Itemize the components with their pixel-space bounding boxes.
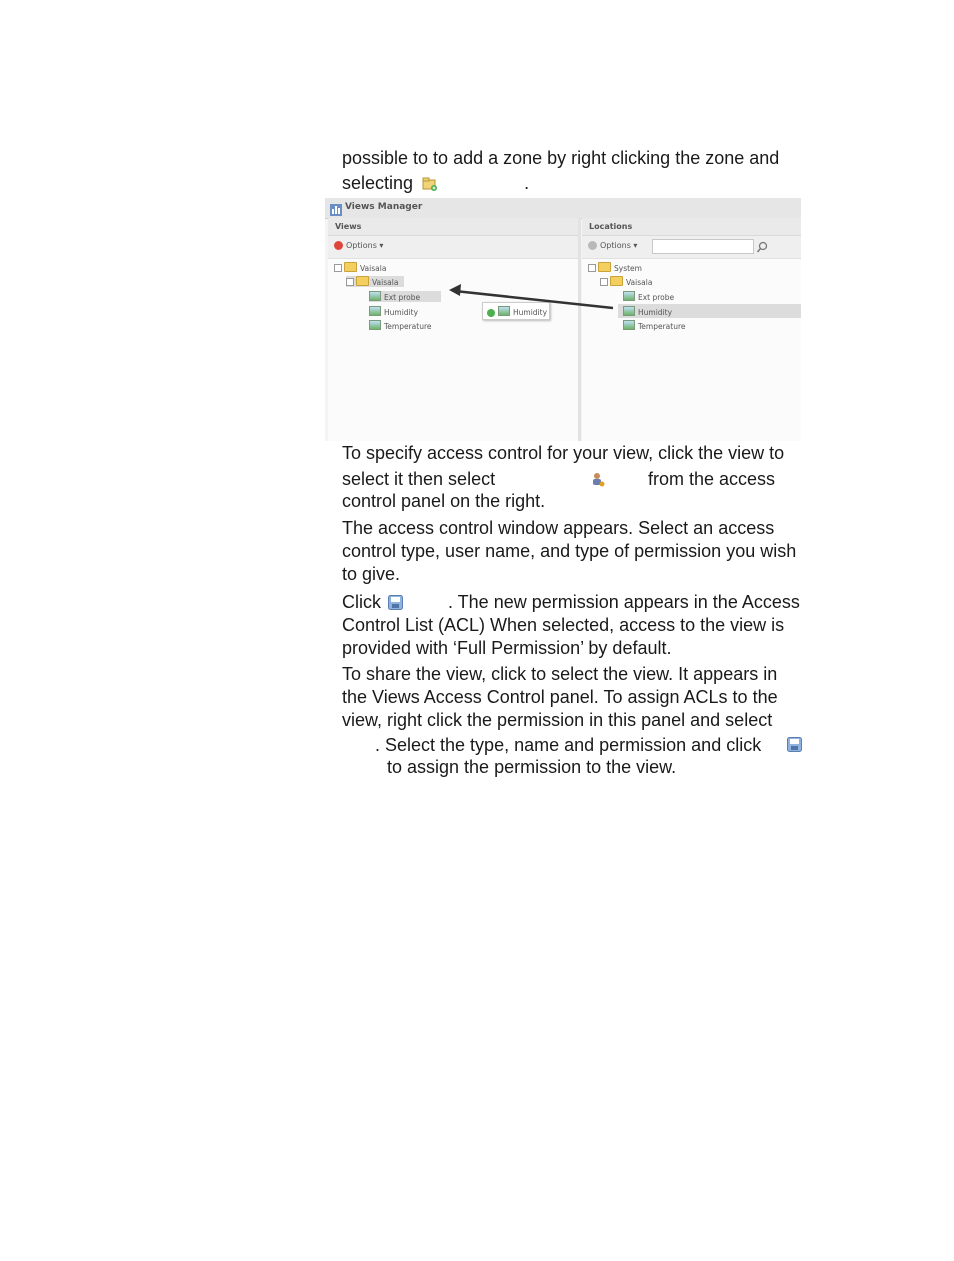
para4-click-text: Click xyxy=(342,592,381,612)
para1-selecting: selecting xyxy=(342,173,414,193)
user-permission-icon xyxy=(591,472,605,492)
views-manager-screenshot xyxy=(325,198,801,441)
locations-tree-item[interactable]: Vaisala xyxy=(600,276,652,287)
views-tree-item[interactable]: Temperature xyxy=(369,320,432,331)
para4-line1 xyxy=(342,591,381,614)
para5-line1: To share the view, click to select the view. It appears in xyxy=(342,664,778,684)
para5-line2: the Views Access Control panel. To assign ACLs to the xyxy=(342,687,778,707)
para4-line2: Control List (ACL) When selected, access to the view is xyxy=(342,615,785,635)
para2-line1: To specify access control for your view, click the view to xyxy=(342,443,785,463)
views-options-label: Options ▾ xyxy=(346,241,384,250)
para2-line3: control panel on the right. xyxy=(342,491,546,511)
locations-tree-item[interactable]: Temperature xyxy=(623,320,686,331)
para4-line3: provided with ‘Full Permission’ by default. xyxy=(342,638,672,658)
locations-header-label: Locations xyxy=(589,222,633,231)
drag-proxy: Humidity xyxy=(482,302,550,320)
views-tree-item[interactable]: Ext probe xyxy=(369,291,441,302)
para4-line1-end: . The new permission appears in the Access xyxy=(448,592,800,612)
window-title: Views Manager xyxy=(345,202,423,212)
para1-period: . xyxy=(524,173,530,193)
views-tree-item[interactable]: Humidity xyxy=(369,306,418,317)
para2-line2 xyxy=(342,468,495,491)
views-tree-item-selected[interactable]: Vaisala xyxy=(346,276,404,287)
views-header-label: Views xyxy=(335,222,362,231)
drag-arrow xyxy=(325,198,801,441)
add-zone-icon xyxy=(422,174,438,197)
locations-tree-item[interactable]: System xyxy=(588,262,642,273)
para5-line5: to assign the permission to the view. xyxy=(387,757,677,777)
para3-line1: The access control window appears. Select an access xyxy=(342,518,775,538)
para3-line3: to give. xyxy=(342,564,401,584)
para2-line2-end: from the access xyxy=(648,469,776,489)
save-icon xyxy=(388,595,403,615)
para5-line3: view, right click the permission in this panel and select xyxy=(342,710,773,730)
locations-tree-item-selected[interactable]: Humidity xyxy=(618,304,801,318)
save-icon xyxy=(787,737,802,757)
para1-line1: possible to to add a zone by right clicking the zone and xyxy=(342,148,780,168)
para1-line2 xyxy=(342,172,529,197)
locations-options-label: Options ▾ xyxy=(600,241,638,250)
views-tree-item[interactable]: Vaisala xyxy=(334,262,386,273)
locations-tree-item[interactable]: Ext probe xyxy=(623,291,674,302)
para3-line2: control type, user name, and type of permission you wish xyxy=(342,541,797,561)
para5-line4: . Select the type, name and permission and click xyxy=(375,735,762,755)
para2-select-text: select it then select xyxy=(342,469,496,489)
